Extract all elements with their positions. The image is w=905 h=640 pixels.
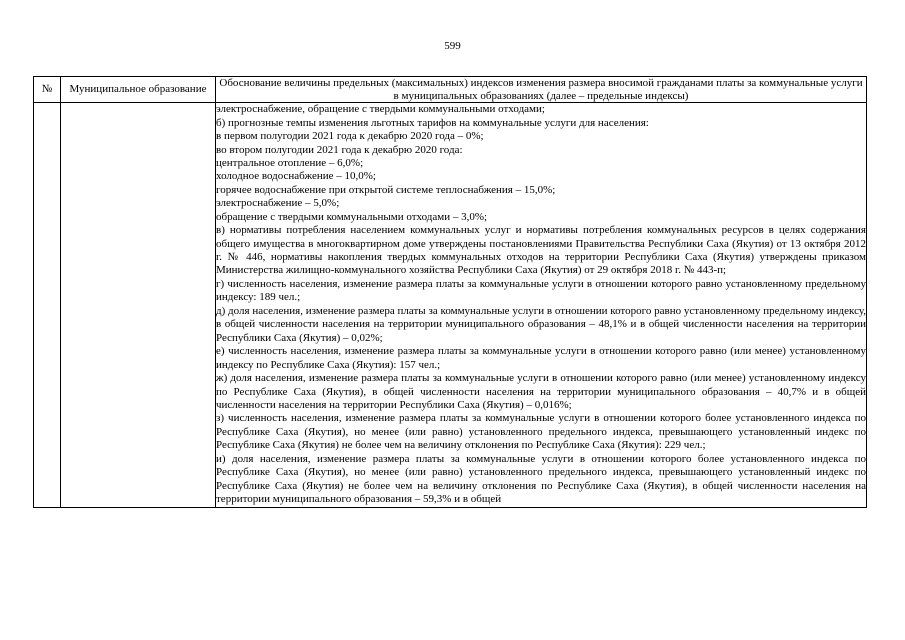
paragraph: горячее водоснабжение при открытой системе теплоснабжения – 15,0%;: [216, 183, 556, 196]
paragraph: е) численность населения, изменение размера платы за коммунальные услуги в отношении которого равно (или менее) установленному индексу по Республике Саха (Якутия): 157 чел.;: [216, 345, 866, 371]
paragraph: электроснабжение, обращение с твердыми коммунальными отходами;: [216, 103, 545, 116]
paragraph: д) доля населения, изменение размера платы за коммунальные услуги в отношении которого равно установленному предельному индексу, в общей численности населения на территории муниципального образования – 48,1% и в общей численности населения на территории Республики Саха (Якутия) – 0,02%;: [216, 304, 866, 344]
paragraph: ж) доля населения, изменение размера платы за коммунальные услуги в отношении которого равно (или менее) установленному индексу по Республике Саха (Якутия), в общей численности населения на территории муниципального образования – 40,7% и в общей численности населения на территории Республики Саха (Якутия) – 0,016%;: [216, 372, 866, 412]
header-municipality: Муниципальное образование: [61, 77, 216, 103]
cell-number: [34, 103, 61, 507]
paragraph: з) численность населения, изменение размера платы за коммунальные услуги в отношении которого более установленного индекса по Республике Саха (Якутия), но менее (или равно) установленного предельного индекса, превышающего установленный индекс по Республике Саха (Якутия) не более чем на величину отклонения по Республике Саха (Якутия): 229 чел.;: [216, 412, 866, 452]
paragraph: центральное отопление – 6,0%;: [216, 156, 364, 169]
justification-table: [33, 76, 867, 508]
paragraph: и) доля населения, изменение размера платы за коммунальные услуги в отношении которого более установленного индекса по Республике Саха (Якутия), но менее (или равно) установленного предельного индекса, превышающего установленный индекс по Республике Саха (Якутия) не более чем на величину отклонения по Республике Саха (Якутия), в общей численности населения на территории муниципального образования – 59,3% и в общей: [216, 452, 866, 506]
paragraph: б) прогнозные темпы изменения льготных тарифов на коммунальные услуги для населения:: [216, 116, 649, 129]
page-number: 599: [444, 40, 461, 52]
paragraph: обращение с твердыми коммунальными отходами – 3,0%;: [216, 210, 488, 223]
cell-justification: [216, 103, 867, 507]
paragraph: холодное водоснабжение – 10,0%;: [216, 170, 376, 183]
table-row: [34, 103, 867, 507]
table-header-row: [34, 77, 867, 103]
paragraph: в) нормативы потребления населением коммунальных услуг и нормативы потребления коммунальных ресурсов в целях содержания общего имущества в многоквартирном доме утверждены постановлениями Правительства Республики Саха (Якутия) от 13 октября 2012 г. № 446, нормативы накопления твердых коммунальных отходов на территории Республики Саха (Якутия) утверждены приказом Министерства жилищно-коммунального хозяйства Республики Саха (Якутия) от 29 октября 2018 г. № 443-п;: [216, 224, 866, 277]
paragraph: в первом полугодии 2021 года к декабрю 2020 года – 0%;: [216, 130, 484, 143]
header-justification: Обоснование величины предельных (максимальных) индексов изменения размера вносимой гражданами платы за коммунальные услуги в муниципальных образованиях (далее – предельные индексы): [216, 77, 867, 103]
paragraph: электроснабжение – 5,0%;: [216, 197, 340, 210]
header-number: №: [34, 77, 61, 103]
cell-municipality: [61, 103, 216, 507]
paragraph: г) численность населения, изменение размера платы за коммунальные услуги в отношении которого равно установленному предельному индексу: 189 чел.;: [216, 277, 866, 304]
paragraph: во втором полугодии 2021 года к декабрю 2020 года:: [216, 143, 463, 156]
